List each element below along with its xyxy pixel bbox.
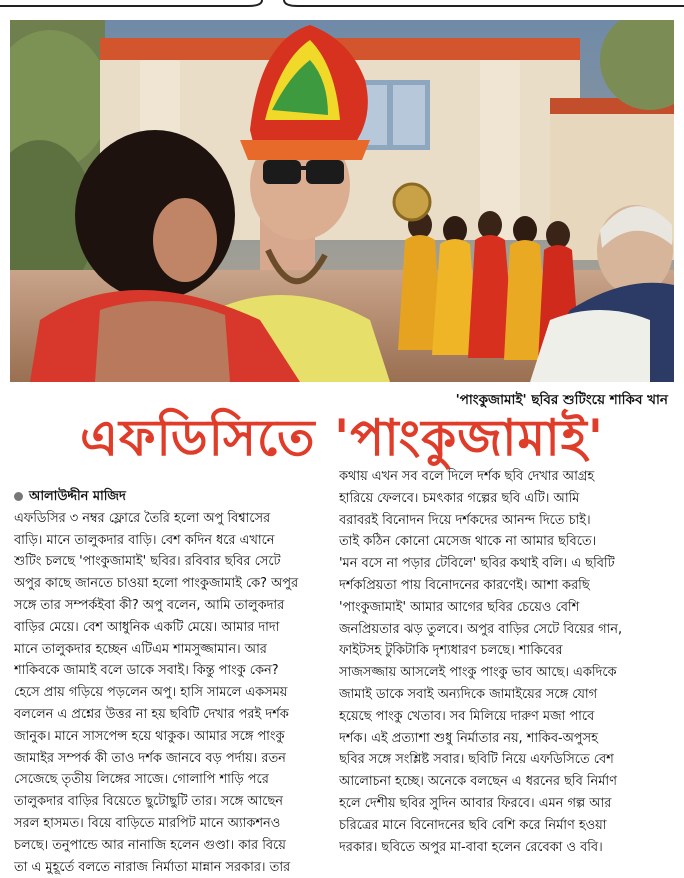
paragraph-line: এফডিসির ৩ নম্বর ফ্লোরে তৈরি হলো অপু বিশ্বাসের: [14, 510, 271, 526]
bullet-icon: [14, 492, 23, 501]
paragraph-line: সঙ্গে তার সম্পর্কইবা কী? অপু বলেন, আমি তালুকদার: [14, 597, 285, 613]
top-border-decoration: [0, 0, 684, 22]
paragraph-line: 'মন বসে না পড়ার টেবিলে' ছবির কথাই বলি। এ ছবিটি: [339, 556, 615, 572]
paragraph-line: হলে দেশীয় ছবির সুদিন আবার ফিরবে। এমন গল্প আর: [339, 795, 612, 811]
paragraph-line: দর্শকপ্রিয়তা পায় বিনোদনের কারণেই। আশা করছি: [339, 577, 590, 593]
paragraph-line: কথায় এখন সব বলে দিলে দর্শক ছবি দেখার আগ্রহ: [339, 469, 595, 484]
paragraph-line: দরকার। ছবিতে অপুর মা-বাবা হলেন রেবেকা ও ববি।: [339, 839, 603, 855]
paragraph-line: বাড়ি। মানে তালুকদার বাড়ি। বেশ কদিন ধরে এখানে: [14, 532, 275, 548]
paragraph-line: দর্শক। এই প্রত্যাশা শুধু নির্মাতার নয়, শাকিব-অপুসহ: [339, 730, 598, 746]
paragraph-line: সরল হাসমত। বিয়ে বাড়িতে মারপিট মানে অ্যাকশনও: [14, 815, 281, 831]
article-column-right: [339, 466, 673, 858]
paragraph-line: চলছে। তনুপান্ডে আর নানাজি হলেন গুণ্ডা। কার বিয়ে: [14, 837, 286, 853]
byline: [14, 486, 326, 508]
paragraph-line: জামাই ডাকে সবাই অন্যদিকে জামাইয়ের সঙ্গে যোগ: [339, 686, 598, 702]
paragraph-line: 'পাংকুজামাই' আমার আগের ছবির চেয়েও বেশি: [339, 599, 580, 615]
article-column-left: [14, 486, 326, 878]
article-headline: এফডিসিতে 'পাংকুজামাই': [79, 409, 605, 467]
paragraph-line: আলোচনা হচ্ছে। অনেকে বলছেন এ ধরনের ছবি নির্মাণ: [339, 774, 617, 790]
paragraph-line: জনপ্রিয়তার ঝড় তুলবে। অপুর বাড়ির সেটে বিয়ের গান,: [339, 621, 623, 637]
paragraph-line: শাকিবকে জামাই বলে ডাকে সবাই। কিন্তু পাংকু কেন?: [14, 663, 279, 679]
paragraph-line: অপুর কাছে জানতে চাওয়া হলো পাংকুজামাই কে? অপুর: [14, 576, 299, 592]
paragraph-line: শুটিং চলছে 'পাংকুজামাই' ছবির। রবিবার ছবির সেটে: [14, 554, 281, 570]
paragraph-line: হেসে প্রায় গড়িয়ে পড়লেন অপু। হাসি সামলে একসময়: [14, 685, 288, 701]
article-photo: [10, 20, 674, 382]
paragraph-line: জামাইর সম্পর্ক কী তাও দর্শক জানবে বড় পর্দায়। রতন: [14, 750, 286, 766]
paragraph-line: সাজসজ্জায় আসলেই পাংকু পাংকু ভাব আছে। একদিকে: [339, 665, 617, 681]
paragraph-line: ছবির সঙ্গে সংশ্লিষ্ট সবার। ছবিটি নিয়ে এফডিসিতে বেশ: [339, 752, 614, 768]
paragraph-line: মানে তালুকদার হচ্ছেন এটিএম শামসুজ্জামান। আর: [14, 641, 267, 657]
paragraph-line: জানুক। মানে সাসপেন্স হয়ে থাকুক। আমার সঙ্গে পাংকু: [14, 728, 285, 744]
photo-caption: 'পাংকুজামাই' ছবির শুটিংয়ে শাকিব খান: [455, 392, 668, 408]
paragraph-line: সেজেছে তৃতীয় লিঙ্গের সাজে। গোলাপি শাড়ি পরে: [14, 772, 269, 788]
byline-name: আলাউদ্দীন মাজিদ: [29, 489, 126, 504]
photo-illustration: [10, 20, 674, 382]
paragraph-line: ফাইটসহ টুকিটাকি দৃশ্যধারণ চলছে। শাকিবের: [339, 643, 563, 659]
paragraph-line: হারিয়ে ফেলবে। চমৎকার গল্পের ছবি এটি। আমি: [339, 490, 580, 506]
paragraph-line: হয়েছে পাংকু খেতাব। সব মিলিয়ে দারুণ মজা পাবে: [339, 708, 595, 724]
paragraph-line: তালুকদার বাড়ির বিয়েতে ছুটোছুটি তার। সঙ্গে আছেন: [14, 794, 283, 810]
paragraph-line: বললেন এ প্রশ্নের উত্তর না হয় ছবিটি দেখার পরই দর্শক: [14, 706, 289, 722]
paragraph-line: তা এ মুহূর্তে বলতে নারাজ নির্মাতা মান্নান সরকার। তার: [14, 859, 291, 875]
paragraph-line: চরিত্রের মানে বিনোদনের ছবি বেশি করে নির্মাণ হওয়া: [339, 817, 607, 833]
paragraph-line: বাড়ির মেয়ে। বেশ আধুনিক একটি মেয়ে। আমার দাদা: [14, 619, 280, 635]
paragraph-line: তাই কঠিন কোনো মেসেজ থাকে না আমার ছবিতে।: [339, 534, 597, 550]
paragraph-line: বরাবরই বিনোদন দিয়ে দর্শকদের আনন্দ দিতে চাই।: [339, 512, 591, 528]
